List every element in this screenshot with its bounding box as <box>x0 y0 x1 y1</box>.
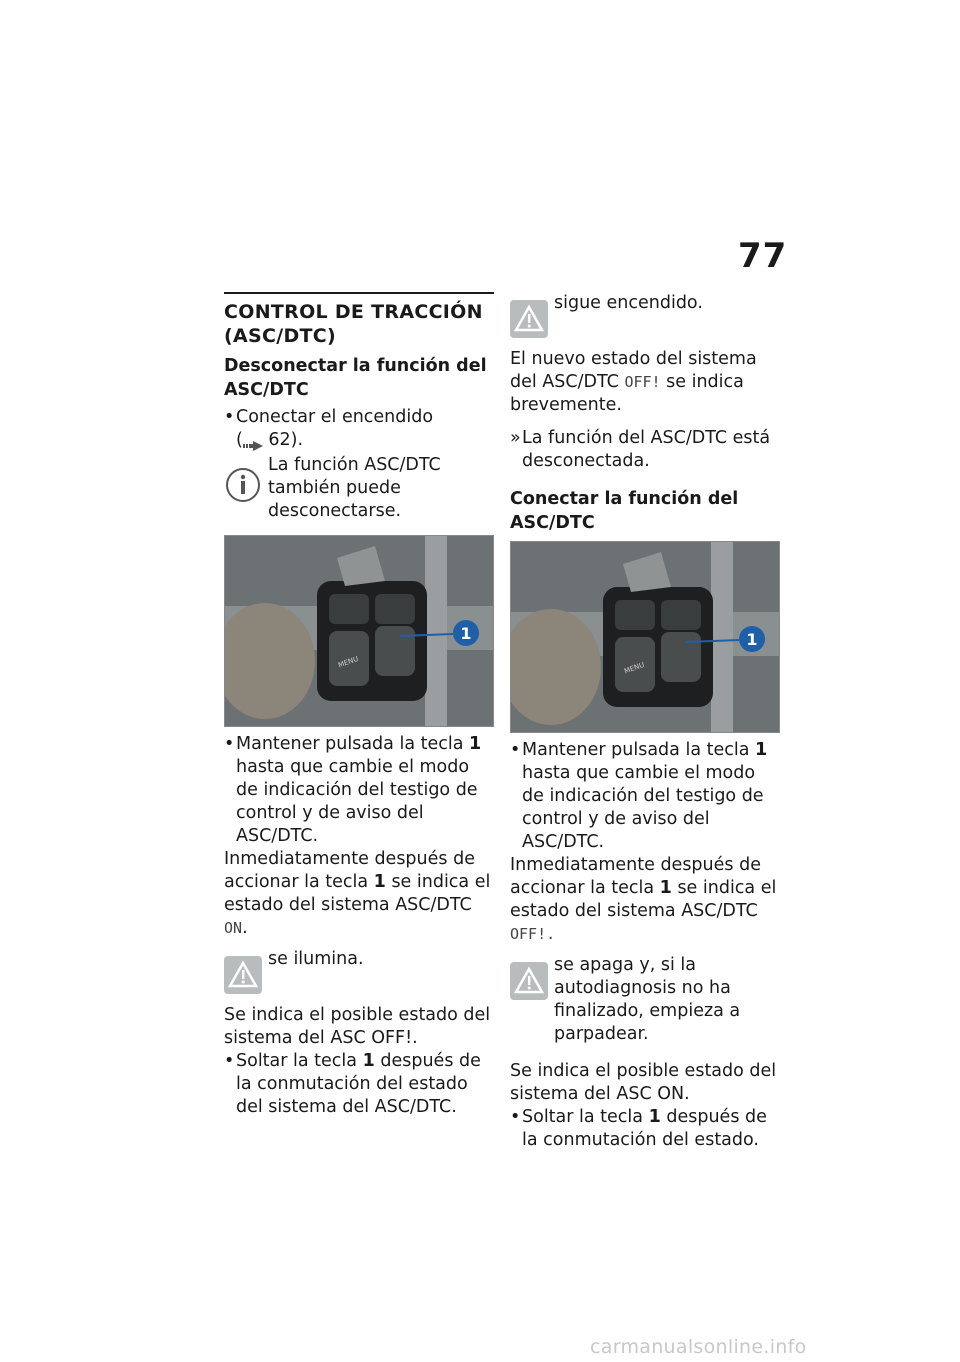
traction-warning-icon <box>224 956 262 994</box>
warning-light-blinks: se apaga y, si la autodiagnosis no ha finalizado, empieza a parpadear. <box>510 954 782 1046</box>
connect-heading: Conectar la función del ASC/DTC <box>510 489 739 533</box>
info-note <box>224 454 494 523</box>
left-column <box>224 292 494 1119</box>
figure-callout-1: 1 <box>746 630 758 649</box>
section-title: CONTROL DE TRACCIÓN (ASC/DTC) <box>224 301 483 347</box>
disconnect-heading: Desconectar la función del ASC/DTC <box>224 356 487 400</box>
info-note-text: La función ASC/DTC también puede desconectarse. <box>268 455 441 521</box>
handlebar-switch-photo-left <box>224 535 494 727</box>
handlebar-switch-photo-right <box>510 541 780 733</box>
section-rule <box>224 292 494 294</box>
traction-warning-icon <box>510 300 548 338</box>
connect-step-hold-key: • Mantener pulsada la tecla 1 hasta que cambie el modo de indicación del testigo de control y de aviso del ASC/DTC. <box>510 739 782 854</box>
new-state-text: El nuevo estado del sistema del ASC/DTC OFF! se indica brevemente. <box>510 349 757 415</box>
display-off: OFF! <box>624 373 661 391</box>
warning-light-lit: se ilumina. <box>224 948 494 990</box>
disconnect-possible-state: Se indica el posible estado del sistema del ASC OFF!. <box>224 1005 491 1048</box>
menu-key-label: MENU <box>623 660 646 676</box>
page-ref-arrow-icon <box>243 435 263 445</box>
disconnect-step-release: • Soltar la tecla 1 después de la conmutación del estado del sistema del ASC/DTC. <box>224 1050 494 1119</box>
disconnect-after-press: Inmediatamente después de accionar la tecla 1 se indica el estado del sistema ASC/DTC ON. <box>224 849 491 938</box>
right-column <box>510 292 782 1152</box>
figure-callout-1: 1 <box>460 624 472 643</box>
disconnect-step-ignition: • Conectar el encendido ( 62). <box>224 406 494 452</box>
connect-possible-state: Se indica el posible estado del sistema del ASC ON. <box>510 1061 777 1104</box>
menu-key-label: MENU <box>337 654 360 670</box>
page-number: 77 <box>738 236 788 276</box>
disconnect-step-hold-key: • Mantener pulsada la tecla 1 hasta que cambie el modo de indicación del testigo de control y de aviso del ASC/DTC. <box>224 733 494 848</box>
connect-step-release: • Soltar la tecla 1 después de la conmutación del estado. <box>510 1106 782 1152</box>
warning-light-stays-on: sigue encendido. <box>510 292 782 334</box>
connect-after-press: Inmediatamente después de accionar la tecla 1 se indica el estado del sistema ASC/DTC OFF!. <box>510 855 777 943</box>
traction-warning-icon <box>510 962 548 1000</box>
info-icon <box>224 466 262 504</box>
display-off: OFF!. <box>510 925 556 943</box>
display-on: ON <box>224 919 243 937</box>
disconnect-result: » La función del ASC/DTC está desconectada. <box>510 427 782 473</box>
watermark: carmanualsonline.info <box>590 1336 807 1358</box>
